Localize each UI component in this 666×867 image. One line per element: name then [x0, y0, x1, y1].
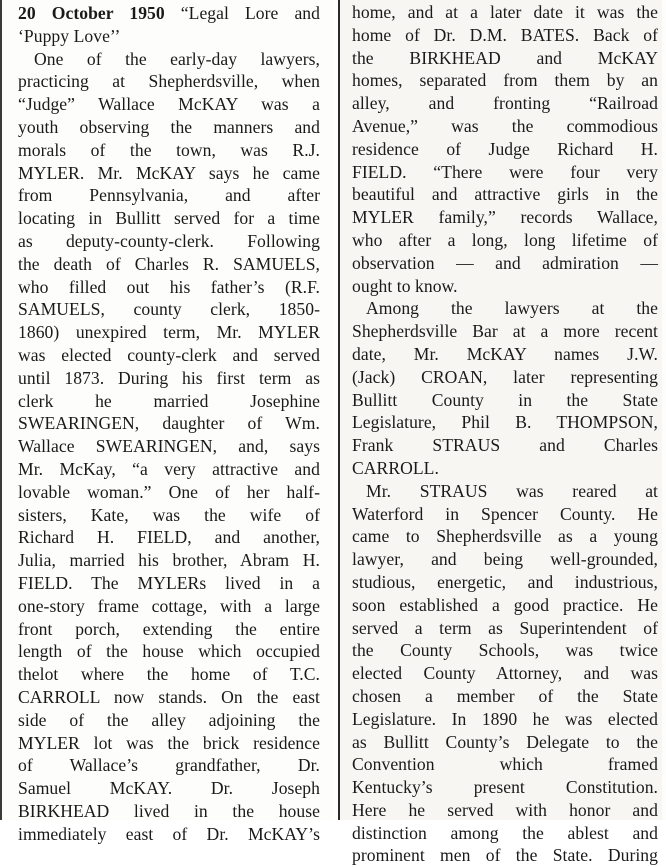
text-line: clerk he married Josephine [18, 390, 320, 411]
text-line: as Bullitt County’s Delegate to the [352, 731, 658, 752]
text-line: MYLER lot was the brick residence [18, 732, 320, 753]
text-line: the death of Charles R. SAMUELS, [18, 253, 320, 274]
text-line: length of the house which occupied [18, 641, 320, 662]
text-line: front porch, extending the entire [18, 618, 320, 639]
text-line: served a term as Superintendent of [352, 617, 658, 638]
text-line: was elected county-clerk and served [18, 344, 320, 365]
text-line: FIELD. “There were four very [352, 161, 658, 182]
text-line: youth observing the manners and [18, 116, 320, 137]
text-line: came to Shepherdsville as a young [352, 526, 658, 547]
text-line: distinction among the ablest and [352, 822, 658, 843]
text-line: thelot where the home of T.C. [18, 664, 320, 685]
text-line: locating in Bullitt served for a time [18, 208, 320, 229]
text-line: One of the early-day lawyers, [34, 48, 320, 69]
text-line: Wallace SWEARINGEN, and, says [18, 436, 320, 457]
text-line: home, and at a later date it was the [352, 2, 658, 22]
text-line: observation — and admiration — [352, 252, 658, 273]
text-line: of Wallace’s grandfather, Dr. [18, 755, 320, 776]
heading-date: 20 October 1950 [18, 3, 165, 23]
text-line: lawyer, and being well-grounded, [352, 549, 658, 570]
text-line: Julia, married his brother, Abram H. [18, 550, 320, 571]
text-line: Legislature. In 1890 he was elected [352, 708, 658, 729]
text-line: residence of Judge Richard H. [352, 138, 658, 159]
text-line: SWEARINGEN, daughter of Wm. [18, 413, 320, 434]
text-line: 1860) unexpired term, Mr. MYLER [18, 322, 320, 343]
text-line: FIELD. The MYLERs lived in a [18, 572, 320, 593]
text-line: Among the lawyers at the [366, 298, 658, 319]
text-line: home of Dr. D.M. BATES. Back of [352, 24, 658, 45]
text-line: Shepherdsville Bar at a more recent [352, 321, 658, 342]
text-line: date, Mr. McKAY names J.W. [352, 343, 658, 364]
heading-title: “Legal Lore and [180, 3, 320, 23]
text-line: SAMUELS, county clerk, 1850- [18, 299, 320, 320]
text-line: prominent men of the State. During [352, 845, 658, 866]
text-line: Frank STRAUS and Charles [352, 435, 658, 456]
text-line: immediately east of Dr. McKAY’s [18, 823, 320, 844]
text-line: until 1873. During his first term as [18, 367, 320, 388]
text-line: beautiful and attractive girls in the [352, 184, 658, 205]
text-line: Legislature, Phil B. THOMPSON, [352, 412, 658, 433]
text-line: lovable woman.” One of her half- [18, 481, 320, 502]
text-line: CARROLL. [352, 457, 439, 478]
text-line: studious, energetic, and industrious, [352, 571, 658, 592]
text-line: CARROLL now stands. On the east [18, 686, 320, 707]
text-line: Kentucky’s present Constitution. [352, 777, 658, 798]
text-line: side of the alley adjoining the [18, 709, 320, 730]
text-line: chosen a member of the State [352, 685, 658, 706]
text-line: as deputy-county-clerk. Following [18, 230, 320, 251]
text-line: Richard H. FIELD, and another, [18, 527, 320, 548]
text-line: alley, and fronting “Railroad [352, 93, 658, 114]
text-line: one-story frame cottage, with a large [18, 595, 320, 616]
text-line: from Pennsylvania, and after [18, 185, 320, 206]
text-line: “Judge” Wallace McKAY was a [18, 94, 320, 115]
left-column [0, 0, 333, 844]
text-line: the County Schools, was twice [352, 640, 658, 661]
text-line: who after a long, long lifetime of [352, 229, 658, 250]
text-line: the BIRKHEAD and McKAY [352, 47, 658, 68]
text-line: elected County Attorney, and was [352, 663, 658, 684]
text-line: morals of the town, was R.J. [18, 139, 320, 160]
text-line: Mr. McKay, “a very attractive and [18, 458, 320, 479]
text-line: sisters, Kate, was the wife of [18, 504, 320, 525]
text-line: ought to know. [352, 275, 458, 296]
text-line: Waterford in Spencer County. He [352, 503, 658, 524]
text-line: practicing at Shepherdsville, when [18, 71, 320, 92]
right-column [338, 0, 662, 866]
text-line: soon established a good practice. He [352, 594, 658, 615]
text-line: Samuel McKAY. Dr. Joseph [18, 778, 320, 799]
text-line: ‘Puppy Love’’ [18, 25, 121, 46]
text-line: Avenue,” was the commodious [352, 115, 658, 136]
text-line: BIRKHEAD lived in the house [18, 800, 320, 821]
article-heading [18, 2, 320, 25]
text-line: Mr. STRAUS was reared at [366, 480, 658, 501]
text-line: who filled out his father’s (R.F. [18, 276, 320, 297]
text-line: homes, separated from them by an [352, 70, 658, 91]
text-line: MYLER family,” records Wallace, [352, 207, 658, 228]
text-line: Bullitt County in the State [352, 389, 658, 410]
text-line: Convention which framed [352, 754, 658, 775]
text-line: Here he served with honor and [352, 799, 658, 820]
text-line: MYLER. Mr. McKAY says he came [18, 162, 320, 183]
text-line: (Jack) CROAN, later representing [352, 366, 658, 387]
